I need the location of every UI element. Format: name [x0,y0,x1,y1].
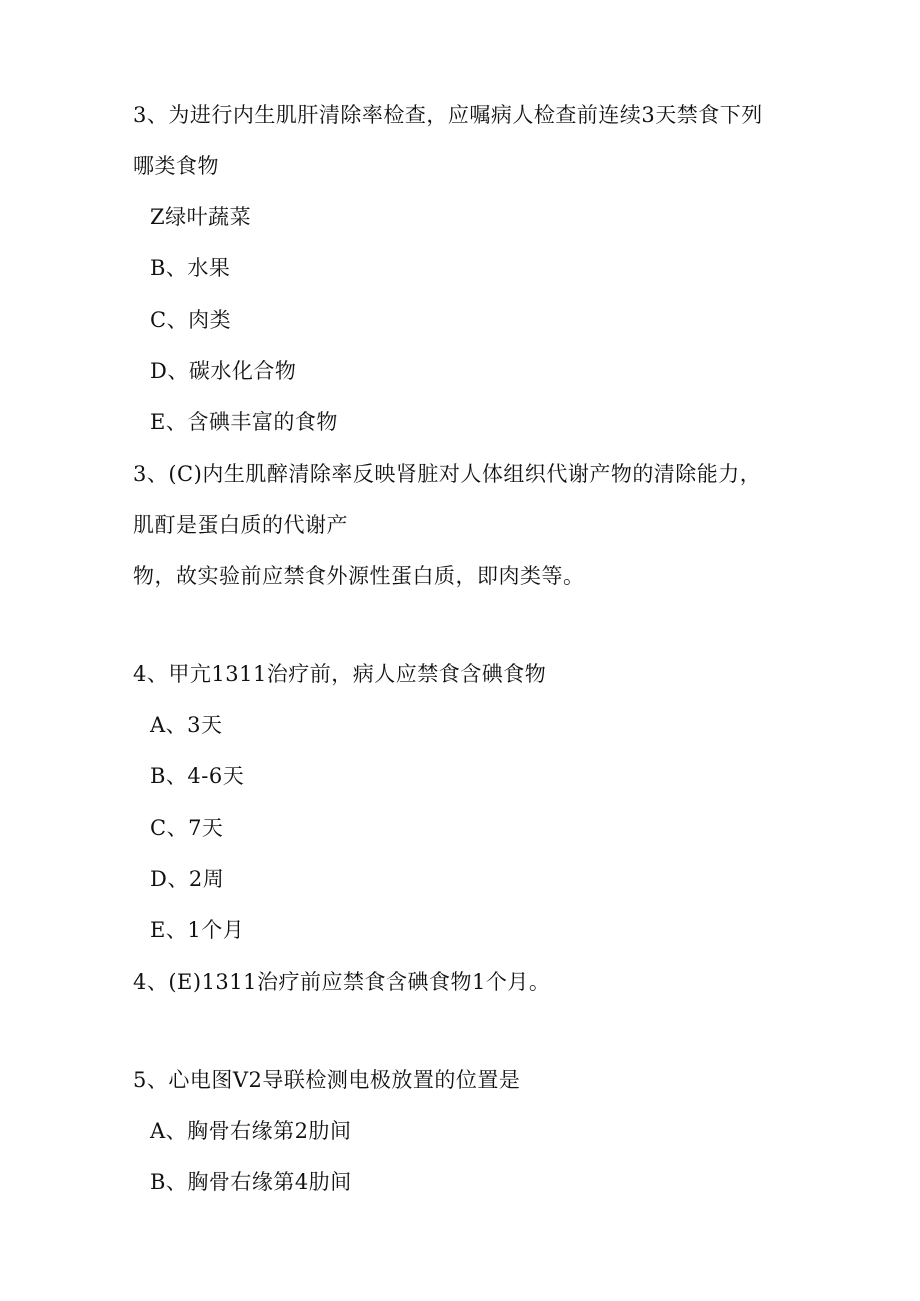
q3-stem-line-1: 3、为进行内生肌肝清除率检查，应嘱病人检查前连续3天禁食下列 [133,103,763,127]
q5-option-b: B、胸骨右缘第4肋间 [150,1170,352,1194]
q4-stem: 4、甲亢1311治疗前，病人应禁食含碘食物 [133,662,547,686]
q4-option-e: E、1个月 [150,918,245,942]
q4-answer: 4、(E)1311治疗前应禁食含碘食物1个月。 [133,970,551,994]
q4-option-b: B、4-6天 [150,764,245,788]
q3-option-b: B、水果 [150,256,231,280]
q3-answer-line-3: 物，故实验前应禁食外源性蛋白质，即肉类等。 [133,564,585,588]
q4-option-d: D、2周 [150,867,225,891]
q3-stem-line-2: 哪类食物 [133,154,219,178]
q3-option-d: D、碳水化合物 [150,359,297,383]
q3-answer-line-2: 肌酊是蛋白质的代谢产 [133,513,348,537]
q3-option-c: C、肉类 [150,308,232,332]
q3-option-e: E、含碘丰富的食物 [150,410,338,434]
q3-answer-line-1: 3、(C)内生肌醉清除率反映肾脏对人体组织代谢产物的清除能力， [133,462,762,486]
q4-option-a: A、3天 [150,713,223,737]
q5-stem: 5、心电图V2导联检测电极放置的位置是 [133,1068,521,1092]
q4-option-c: C、7天 [150,816,224,840]
q5-option-a: A、胸骨右缘第2肋间 [150,1119,352,1143]
q3-option-a: Z绿叶蔬菜 [150,205,252,229]
